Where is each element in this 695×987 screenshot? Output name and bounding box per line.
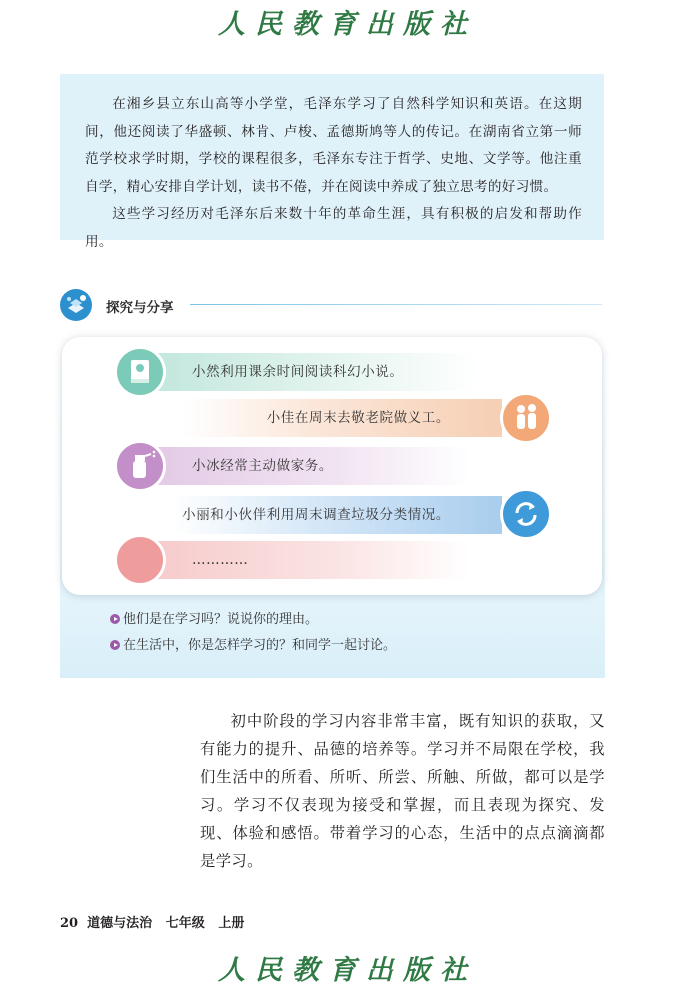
volume-label: 上册	[218, 916, 245, 931]
example-pill-2	[182, 399, 502, 437]
story-paragraph-2: 这些学习经历对毛泽东后来数十年的革命生涯，具有积极的启发和帮助作用。	[85, 206, 582, 250]
grade-label: 七年级	[165, 916, 205, 931]
question-1	[110, 608, 318, 627]
page-number: 20	[60, 916, 79, 931]
header-divider	[190, 304, 602, 305]
book-icon	[114, 346, 166, 398]
placeholder-circle	[114, 534, 166, 586]
book-title: 道德与法治	[87, 916, 153, 931]
share-section-header	[60, 289, 605, 321]
recycle-icon	[500, 488, 552, 540]
example-pill-3	[140, 447, 470, 485]
share-title: 探究与分享	[106, 300, 174, 316]
bullet-icon	[110, 614, 120, 624]
example-pill-4	[172, 496, 502, 534]
example-pill-5	[140, 541, 470, 579]
example-pill-1	[140, 353, 480, 391]
publisher-logo-bottom: 人民教育出版社	[218, 955, 477, 986]
story-paragraph-1: 在湘乡县立东山高等小学堂，毛泽东学习了自然科学知识和英语。在这期间，他还阅读了华盛顿、林肯、卢梭、孟德斯鸠等人的传记。在湖南省立第一师范学校求学时期，学校的课程很多，毛泽东专注于哲学、史地、文学等。他注重自学，精心安排自学计划，读书不倦，并在阅读中养成了独立思考的好习惯。	[85, 96, 582, 195]
publisher-logo-top: 人民教育出版社	[218, 9, 477, 40]
elderly-care-icon	[500, 392, 552, 444]
example-text-4: 小丽和小伙伴利用周末调查垃圾分类情况。	[182, 507, 450, 523]
examples-card	[62, 337, 602, 595]
example-text-1: 小然利用课余时间阅读科幻小说。	[192, 364, 404, 380]
page-footer	[60, 912, 244, 931]
question-2-text: 在生活中，你是怎样学习的？和同学一起讨论。	[123, 638, 397, 653]
bullet-icon	[110, 640, 120, 650]
spray-bottle-icon	[114, 440, 166, 492]
story-box	[60, 74, 604, 250]
question-2	[110, 634, 396, 653]
main-paragraph: 初中阶段的学习内容非常丰富，既有知识的获取，又有能力的提升、品德的培养等。学习并不局限在学校，我们生活中的所看、所听、所尝、所触、所做，都可以是学习。学习不仅表现为接受和掌握，而且表现为探究、发现、体验和感悟。带着学习的心态，生活中的点点滴滴都是学习。	[200, 712, 605, 870]
example-text-5: …………	[192, 552, 249, 568]
share-panel	[60, 337, 605, 678]
explore-share-icon	[60, 289, 92, 321]
main-text-block	[200, 707, 605, 875]
example-text-3: 小冰经常主动做家务。	[192, 458, 333, 474]
question-1-text: 他们是在学习吗？说说你的理由。	[123, 612, 319, 627]
example-text-2: 小佳在周末去敬老院做义工。	[266, 410, 450, 426]
